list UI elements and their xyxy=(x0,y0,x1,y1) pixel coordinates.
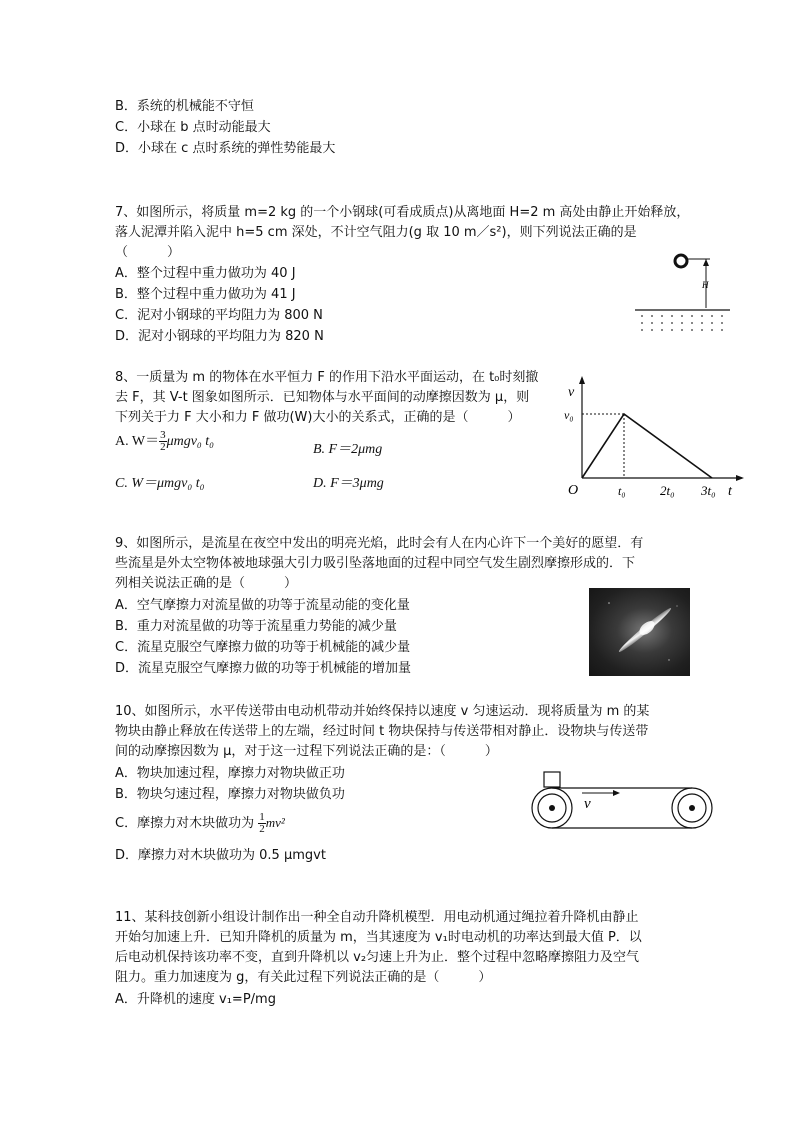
graph-v0-label: v₀ xyxy=(564,408,574,422)
q8-stem-line-2: 去 F，其 V-t 图象如图所示．已知物体与水平面间的动摩擦因数为 μ，则 xyxy=(115,390,530,405)
q9-stem-line-3: 列相关说法正确的是（ ） xyxy=(115,576,298,591)
q6-option-b: B．系统的机械能不守恒 xyxy=(115,99,254,114)
block-icon xyxy=(544,772,560,787)
meteor-photo xyxy=(589,588,690,676)
fraction-denominator: 2 xyxy=(160,441,166,454)
q7-height-label: H xyxy=(702,280,709,290)
graph-velocity-line xyxy=(582,414,712,478)
steel-ball-icon xyxy=(675,255,687,267)
q11-stem-line-1: 11、某科技创新小组设计制作出一种全自动升降机模型．用电动机通过绳拉着升降机由静止 xyxy=(115,910,639,925)
q9-stem-line-2: 些流星是外太空物体被地球强大引力吸引坠落地面的过程中同空气发生剧烈摩擦形成的．下 xyxy=(115,556,636,571)
q10-option-b: B．物块匀速过程，摩擦力对物块做负功 xyxy=(115,787,345,802)
q8-stem-line-1: 8、一质量为 m 的物体在水平恒力 F 的作用下沿水平面运动，在 t₀时刻撤 xyxy=(115,370,539,385)
q10-stem-line-2: 物块由静止释放在传送带上的左端，经过时间 t 物块保持与传送带相对静止．设物块与传送带 xyxy=(115,724,649,739)
q8-option-a-suffix: μmgv₀ t₀ xyxy=(166,434,215,449)
q8-option-c: C. W＝μmgv₀ t₀ xyxy=(115,476,205,491)
q10-stem-line-3: 间的动摩擦因数为 μ，对于这一过程下列说法正确的是：（ ） xyxy=(115,744,498,759)
q10-option-c-prefix: C．摩擦力对木块做功为 xyxy=(115,816,255,831)
q8-stem-line-3: 下列关于力 F 大小和力 F 做功(W)大小的关系式，正确的是（ ） xyxy=(115,410,521,425)
fraction-numerator: 3 xyxy=(160,429,166,442)
graph-3t0-label: 3t₀ xyxy=(701,483,716,498)
q10-velocity-label: v xyxy=(584,796,591,812)
q10-stem-line-1: 10、如图所示，水平传送带由电动机带动并始终保持以速度 v 匀速运动．现将质量为 m 的某 xyxy=(115,704,650,719)
q10-option-a: A．物块加速过程，摩擦力对物块做正功 xyxy=(115,766,345,781)
q7-stem-line-2: 落人泥潭并陷入泥中 h=5 cm 深处，不计空气阻力(g 取 10 m／s²)，则下列说法正确的是 xyxy=(115,225,637,240)
q8-option-a-prefix: A. W＝ xyxy=(115,434,160,449)
q8-option-b: B. F＝2μmg xyxy=(313,442,383,457)
q9-option-a: A．空气摩擦力对流星做的功等于流星动能的变化量 xyxy=(115,598,410,613)
q7-stem-line-1: 7、如图所示，将质量 m=2 kg 的一个小钢球(可看成质点)从离地面 H=2 m 高处由静止开始释放， xyxy=(115,205,690,220)
graph-origin-label: O xyxy=(568,483,579,498)
q8-option-a xyxy=(115,430,214,453)
q11-stem-line-2: 开始匀加速上升．已知升降机的质量为 m，当其速度为 v₁时电动机的功率达到最大值 P．以 xyxy=(115,930,642,945)
q11-stem-line-4: 阻力。重力加速度为 g，有关此过程下列说法正确的是（ ） xyxy=(115,970,492,985)
fraction-denominator: 2 xyxy=(259,823,265,835)
graph-2t0-label: 2t₀ xyxy=(660,483,675,498)
q8-option-a-fraction xyxy=(159,430,167,453)
q10-option-c-fraction xyxy=(258,812,266,835)
q10-option-c-suffix: mv² xyxy=(265,815,285,830)
q9-option-c: C．流星克服空气摩擦力做的功等于机械能的减少量 xyxy=(115,640,411,655)
q7-stem-line-3: （ ） xyxy=(115,245,181,260)
q7-option-b: B．整个过程中重力做功为 41 J xyxy=(115,287,296,302)
q11-stem-line-3: 后电动机保持该功率不变，直到升降机以 v₂匀速上升为止．整个过程中忽略摩擦阻力及空气 xyxy=(115,950,640,965)
q10-option-c xyxy=(115,812,285,835)
q9-option-d: D．流星克服空气摩擦力做的功等于机械能的增加量 xyxy=(115,661,412,676)
q6-option-d: D．小球在 c 点时系统的弹性势能最大 xyxy=(115,141,336,156)
q11-option-a: A．升降机的速度 v₁=P/mg xyxy=(115,992,276,1007)
q9-option-b: B．重力对流星做的功等于流星重力势能的减少量 xyxy=(115,619,397,634)
q8-option-d: D. F＝3μmg xyxy=(313,476,384,491)
graph-y-label: v xyxy=(568,385,575,400)
q7-ball-figure xyxy=(630,248,740,338)
meteor-streak-icon xyxy=(589,588,690,676)
q10-option-d: D．摩擦力对木块做功为 0.5 μmgvt xyxy=(115,848,326,863)
q7-option-c: C．泥对小钢球的平均阻力为 800 N xyxy=(115,308,323,323)
mud-pattern xyxy=(641,315,723,331)
q9-stem-line-1: 9、如图所示，是流星在夜空中发出的明亮光焰，此时会有人在内心许下一个美好的愿望．有 xyxy=(115,536,644,551)
graph-x-label: t xyxy=(728,484,732,499)
q8-vt-graph xyxy=(560,372,750,502)
q7-option-a: A．整个过程中重力做功为 40 J xyxy=(115,266,296,281)
fraction-numerator: 1 xyxy=(259,811,265,823)
q10-conveyor-figure xyxy=(520,768,720,836)
q6-option-c: C．小球在 b 点时动能最大 xyxy=(115,120,271,135)
q7-option-d: D．泥对小钢球的平均阻力为 820 N xyxy=(115,329,324,344)
graph-t0-label: t₀ xyxy=(618,484,626,498)
